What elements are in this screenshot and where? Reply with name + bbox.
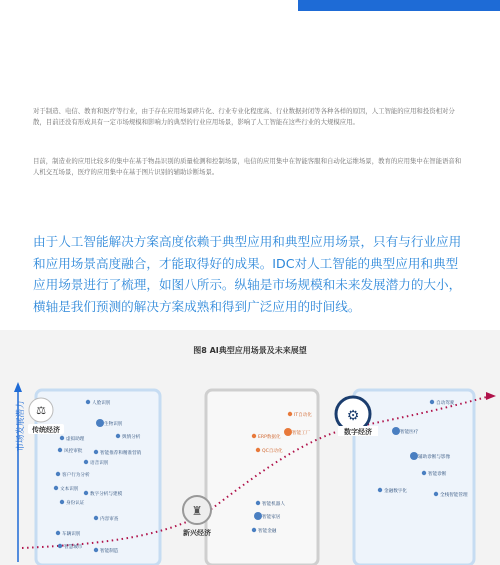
box-traditional-economy	[36, 390, 160, 565]
item-label: 智能医疗	[400, 430, 419, 435]
item-label: ERP数据化	[258, 435, 281, 440]
item-dot	[94, 548, 98, 552]
item-label: 智能制造	[100, 549, 119, 554]
figure-title: 图8 AI典型应用场景及未来展望	[193, 346, 307, 355]
item-label: 生物识别	[104, 422, 123, 427]
item-label: 虚拟助理	[66, 437, 85, 442]
item-label: 辅助诊断与影像	[418, 455, 451, 460]
item-dot	[392, 427, 400, 435]
body-paragraph-2: 目前，制造业的应用比较多的集中在基于物品识别的质量检测和控制场景，电信的应用集中在智能客服和自动化运维场景，教育的应用集中在智能语音和人机交互场景，医疗的应用集中在基于图片识别的辅助诊断场景。	[33, 157, 462, 176]
item-dot	[84, 491, 88, 495]
item-label: 智能推荐和精准营销	[100, 451, 142, 456]
item-label: 身份认证	[66, 501, 85, 506]
item-dot	[256, 501, 260, 505]
item-label: 内容审查	[100, 517, 119, 522]
item-dot	[288, 412, 292, 416]
item-dot	[54, 486, 58, 490]
item-label: QC自动化	[262, 449, 283, 454]
item-dot	[56, 531, 60, 535]
item-dot	[284, 428, 292, 436]
item-dot	[378, 488, 382, 492]
item-dot	[58, 448, 62, 452]
item-dot	[252, 434, 256, 438]
item-label: 智能工厂	[292, 431, 311, 436]
item-label: 智能家居	[262, 515, 281, 520]
item-dot	[94, 516, 98, 520]
svg-text:⚙: ⚙	[346, 408, 360, 424]
top-accent-bar	[298, 0, 500, 11]
figure-diagram	[0, 330, 500, 565]
y-axis-label: 市场发展潜力	[16, 400, 26, 452]
item-label: 风控审批	[64, 449, 83, 454]
y-axis-arrow	[14, 382, 22, 392]
growth-curve-arrow	[486, 392, 496, 400]
svg-text:♜: ♜	[191, 504, 203, 518]
item-dot	[60, 500, 64, 504]
box-digital-economy	[354, 390, 474, 565]
label-traditional-economy: 传统经济	[32, 426, 60, 434]
item-label: 文本识别	[60, 487, 79, 492]
item-label: 语音识别	[90, 461, 109, 466]
item-dot	[254, 512, 262, 520]
item-dot	[60, 436, 64, 440]
item-label: IT自动化	[294, 413, 312, 418]
item-dot	[422, 471, 426, 475]
item-dot	[430, 400, 434, 404]
item-dot	[56, 472, 60, 476]
figure-8	[0, 330, 500, 565]
item-dot	[86, 400, 90, 404]
item-label: 智能诊断	[428, 472, 447, 477]
item-label: 舆情分析	[122, 435, 141, 440]
item-label: 智慧城市	[64, 545, 83, 550]
item-label: 客户行为分析	[62, 473, 90, 478]
item-label: 自动驾驶	[436, 401, 455, 406]
item-dot	[434, 492, 438, 496]
item-dot	[116, 434, 120, 438]
item-label: 全栈智能管理	[440, 493, 468, 498]
body-paragraph-1: 对于制造、电信、教育和医疗等行业，由于存在应用场景碎片化、行业专业化程度高、行业数据封闭等各种各样的原因，人工智能的应用和投资相对分散，目前还没有形成具有一定市场规模和影响力的典型的行业应用场景，影响了人工智能在这些行业的大规模应用。	[33, 107, 455, 126]
label-emerging-economy: 新兴经济	[183, 529, 211, 537]
item-label: 智能金融	[258, 529, 277, 534]
item-label: 金融数字化	[384, 489, 407, 494]
item-dot	[58, 544, 62, 548]
item-label: 车辆识别	[62, 532, 81, 537]
item-label: 人脸识别	[92, 401, 111, 406]
lead-paragraph: 由于人工智能解决方案高度依赖于典型应用和典型应用场景，只有与行业应用和应用场景高度融合，才能取得好的成果。IDC对人工智能的典型应用和典型应用场景进行了梳理，如图八所示。纵轴是市场规模和未来发展潜力的大小，横轴是我们预测的解决方案成熟和得到广泛应用的时间线。	[33, 234, 462, 314]
item-label: 数字分析与建模	[90, 492, 123, 497]
item-dot	[96, 419, 104, 427]
svg-text:⚖: ⚖	[36, 404, 46, 417]
item-dot	[252, 528, 256, 532]
item-dot	[94, 450, 98, 454]
item-dot	[410, 452, 418, 460]
label-digital-economy: 数字经济	[344, 428, 372, 436]
item-dot	[256, 448, 260, 452]
item-label: 智能机器人	[262, 502, 285, 507]
item-dot	[84, 460, 88, 464]
